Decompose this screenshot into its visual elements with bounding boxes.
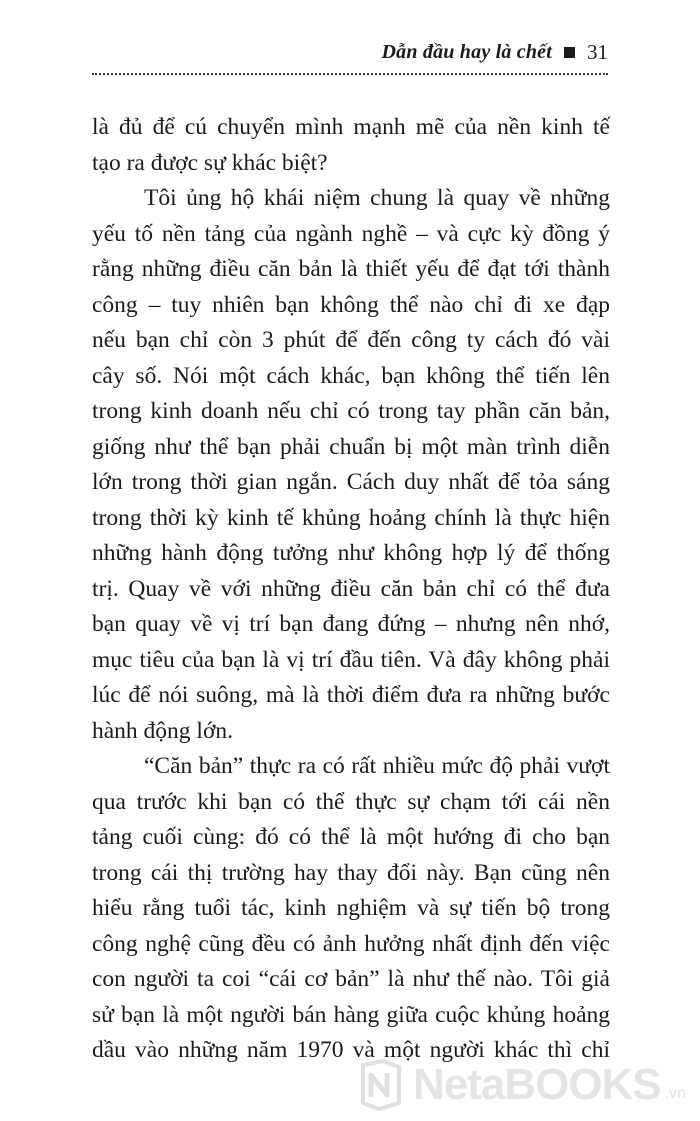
text-line: con người ta coi “cái cơ bản” là như thế nào. Tôi giả xyxy=(92,966,610,992)
text-line: trong kinh doanh nếu chỉ có trong tay phần căn bản, xyxy=(92,398,610,424)
watermark xyxy=(353,1057,686,1113)
text-line: dầu vào những năm 1970 và một người khác thì chỉ xyxy=(92,1037,610,1063)
page-number: 31 xyxy=(587,40,608,64)
text-line: trong cái thị trường hay thay đổi này. Bạn cũng nên xyxy=(92,859,610,886)
watermark-suffix: .vn xyxy=(664,1085,686,1102)
text-line: công nghệ cũng đều có ảnh hưởng nhất định đến việc xyxy=(92,930,610,957)
text-line: trong thời kỳ kinh tế khủng hoảng chính là thực hiện xyxy=(92,504,610,531)
text-line: lớn trong thời gian ngắn. Cách duy nhất để tỏa sáng xyxy=(92,469,610,495)
text-line: nếu bạn chỉ còn 3 phút để đến công ty cách đó vài xyxy=(92,327,610,353)
paragraph xyxy=(92,110,610,181)
running-head xyxy=(382,40,608,65)
text-line: công – tuy nhiên bạn không thể nào chỉ đi xe đạp xyxy=(92,291,610,318)
text-line: lúc để nói suông, mà là thời điểm đưa ra những bước xyxy=(92,682,610,708)
netabooks-logo-icon xyxy=(353,1057,409,1113)
text-line: bạn quay về vị trí bạn đang đứng – nhưng nên nhớ, xyxy=(92,611,610,637)
watermark-brand: NetaBOOKS xyxy=(412,1060,661,1109)
header-dotted-divider xyxy=(92,73,608,75)
text-line: hành động lớn. xyxy=(92,717,234,744)
text-line: những hành động tưởng như không hợp lý để thống xyxy=(92,540,610,566)
text-line: qua trước khi bạn có thể thực sự chạm tới cái nền xyxy=(92,788,610,815)
text-line: hiểu rằng tuổi tác, kinh nghiệm và sự tiến bộ trong xyxy=(92,895,610,921)
text-line: cây số. Nói một cách khác, bạn không thể tiến lên xyxy=(92,362,610,389)
text-line: Tôi ủng hộ khái niệm chung là quay về những xyxy=(144,185,610,211)
text-line: tảng cuối cùng: đó có thể là một hướng đi cho bạn xyxy=(92,824,610,850)
text-line: yếu tố nền tảng của ngành nghề – và cực kỳ đồng ý xyxy=(92,220,610,247)
text-line: là đủ để cú chuyển mình mạnh mẽ của nền kinh tế xyxy=(92,114,610,140)
text-line: sử bạn là một người bán hàng giữa cuộc khủng hoảng xyxy=(92,1001,610,1028)
page-header xyxy=(92,30,608,70)
paragraph xyxy=(92,749,610,1069)
text-line: “Căn bản” thực ra có rất nhiều mức độ phải vượt xyxy=(144,753,610,779)
page-body-text xyxy=(92,110,610,1069)
running-title: Dẫn đầu hay là chết xyxy=(381,41,552,63)
paragraph xyxy=(92,181,610,749)
text-line: tạo ra được sự khác biệt? xyxy=(92,149,328,176)
square-bullet-icon xyxy=(564,47,575,58)
text-line: mục tiêu của bạn là vị trí đầu tiên. Và đây không phải xyxy=(92,646,610,673)
text-line: rằng những điều căn bản là thiết yếu để đạt tới thành xyxy=(92,256,610,282)
text-line: giống như thể bạn phải chuẩn bị một màn trình diễn xyxy=(92,433,610,460)
text-line: trị. Quay về với những điều căn bản chỉ có thể đưa xyxy=(92,575,610,602)
